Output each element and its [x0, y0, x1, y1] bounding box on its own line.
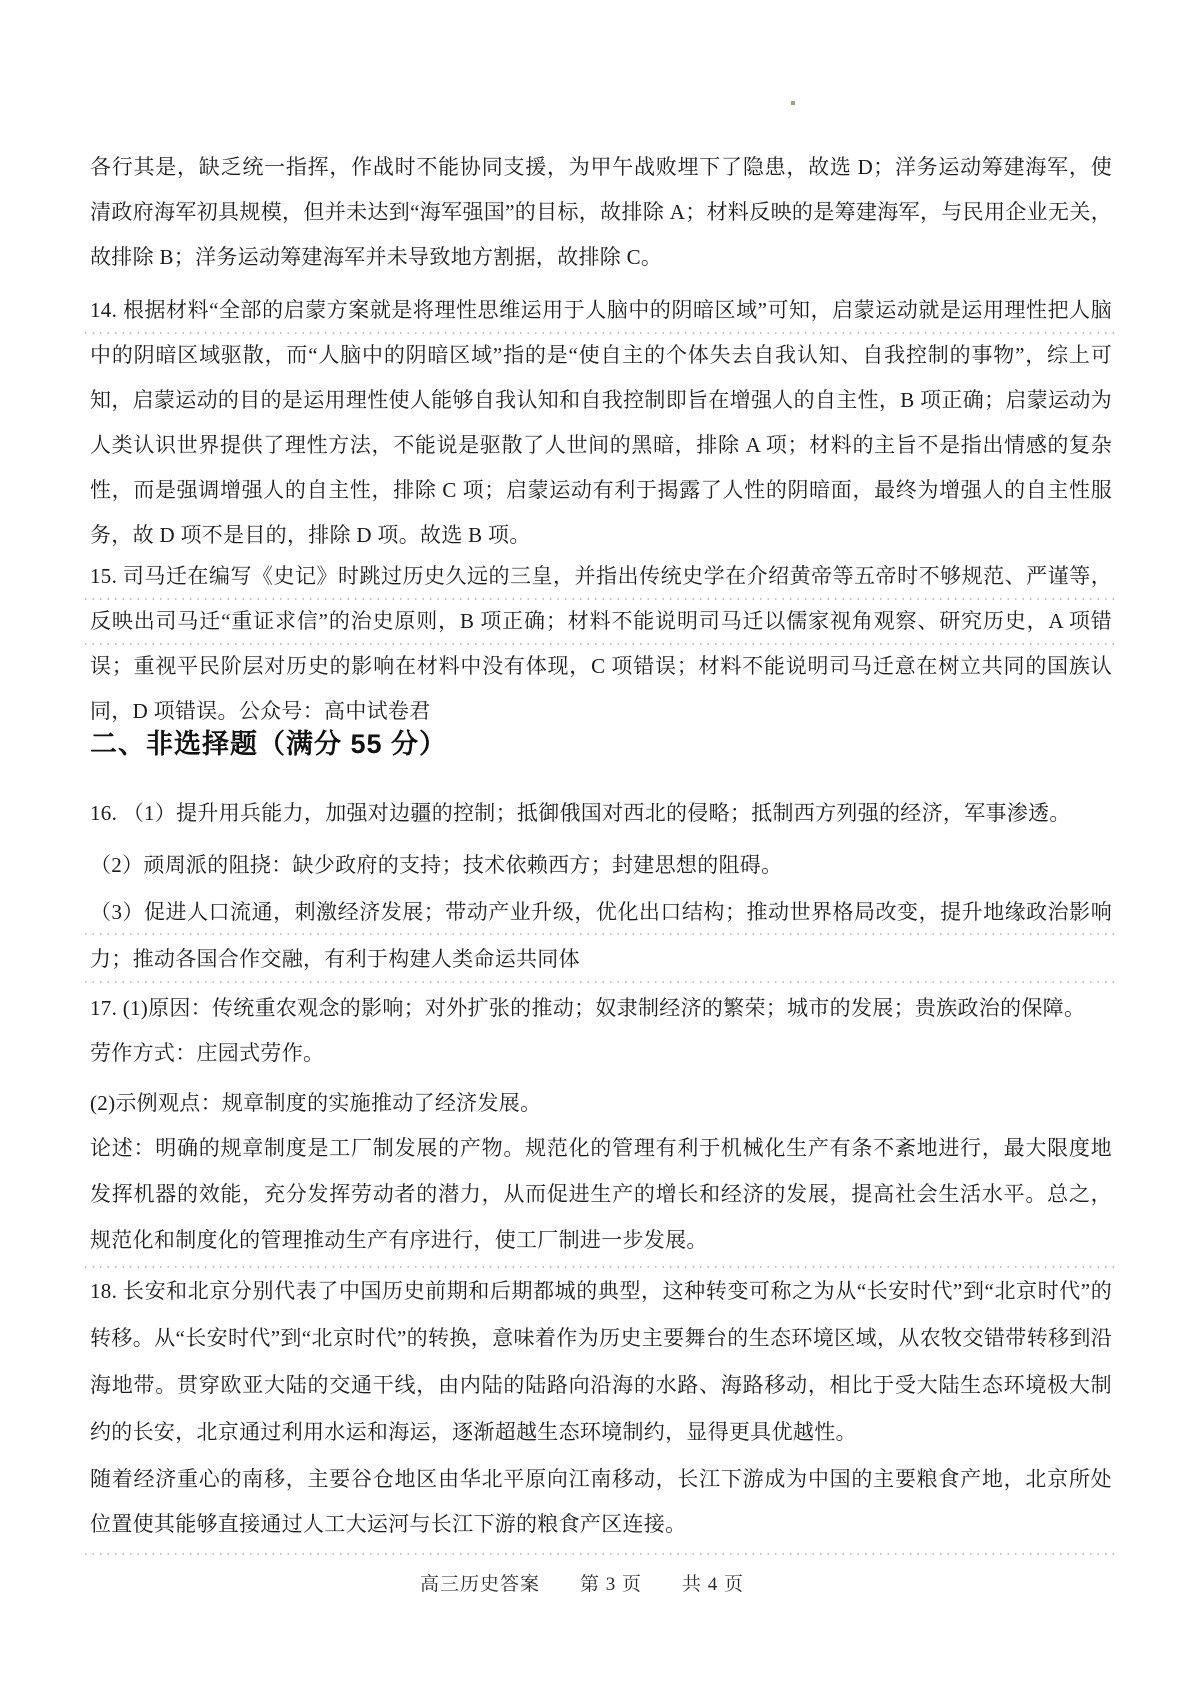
ruled-dotted-line — [85, 332, 1115, 334]
footer-total-pages: 共 4 页 — [682, 1574, 745, 1595]
answer-q17-labor-mode: 劳作方式：庄园式劳作。 — [90, 1041, 325, 1065]
scan-artifact-dot — [791, 101, 795, 105]
answer-q16-part2: （2）顽周派的阻挠：缺少政府的支持；技术依赖西方；封建思想的阻碍。 — [90, 853, 783, 877]
answer-q17-part1: 17. (1)原因：传统重农观念的影响；对外扩张的推动；奴隶制经济的繁荣；城市的发展；贵族政治的保障。 — [90, 996, 1086, 1020]
page-footer — [420, 1572, 744, 1598]
answer-q18-paragraph-1: 18. 长安和北京分别代表了中国历史前期和后期都城的典型，这种转变可称之为从“长安时代”到“北京时代”的转移。从“长安时代”到“北京时代”的转换，意味着作为历史主要舞台的生态环境区域，从农牧交错带转移到沿海地带。贯穿欧亚大陆的交通干线，由内陆的陆路向沿海的水路、海路移动，相比于受大陆生态环境极大制约的长安，北京通过利用水运和海运，逐渐超越生态环境制约，显得更具优越性。 — [90, 1279, 1112, 1444]
answer-q17-part2: (2)示例观点：规章制度的实施推动了经济发展。 — [90, 1091, 542, 1115]
answer-explanation-q14: 14. 根据材料“全部的启蒙方案就是将理性思维运用于人脑中的阴暗区域”可知，启蒙运动就是运用理性把人脑中的阴暗区域驱散，而“人脑中的阴暗区域”指的是“使自主的个体失去自我认知、自我控制的事物”，综上可知，启蒙运动的目的是运用理性使人能够自我认知和自我控制即旨在增强人的自主性，B 项正确；启蒙运动为人类认识世界提供了理性方法，不能说是驱散了人世间的黑暗，排除 A 项；材料的主旨不是指出情感的复杂性，而是强调增强人的自主性，排除 C 项；启蒙运动有利于揭露了人性的阴暗面，最终为增强人的自主性服务，故 D 项不是目的，排除 D 项。故选 B 项。 — [90, 298, 1112, 547]
ruled-dotted-line — [85, 1553, 1115, 1555]
footer-page-number: 第 3 页 — [580, 1574, 643, 1595]
answer-q16-part3: （3）促进人口流通，刺激经济发展；带动产业升级，优化出口结构；推动世界格局改变，提升地缘政治影响力；推动各国合作交融，有利于构建人类命运共同体 — [90, 900, 1112, 971]
ruled-dotted-line — [85, 643, 1115, 645]
answer-explanation-q13: 各行其是，缺乏统一指挥，作战时不能协同支援，为甲午战败埋下了隐患，故选 D；洋务运动筹建海军，使清政府海军初具规模，但并未达到“海军强国”的目标，故排除 A；材料反映的是筹建海军，与民用企业无关，故排除 B；洋务运动筹建海军并未导致地方割据，故排除 C。 — [90, 155, 1112, 269]
answer-q16-part1: 16. （1）提升用兵能力，加强对边疆的控制；抵御俄国对西北的侵略；抵制西方列强的经济，军事渗透。 — [90, 801, 1071, 825]
ruled-dotted-line — [85, 981, 1115, 983]
ruled-dotted-line — [85, 933, 1115, 935]
answer-q17-discussion: 论述：明确的规章制度是工厂制发展的产物。规范化的管理有利于机械化生产有条不紊地进行，最大限度地发挥机器的效能，充分发挥劳动者的潜力，从而促进生产的增长和经济的发展，提高社会生活水平。总之，规范化和制度化的管理推动生产有序进行，使工厂制进一步发展。 — [90, 1136, 1112, 1252]
answer-q18-paragraph-2: 随着经济重心的南移，主要谷仓地区由华北平原向江南移动，长江下游成为中国的主要粮食产地，北京所处位置使其能够直接通过人工大运河与长江下游的粮食产区连接。 — [90, 1467, 1112, 1536]
section-heading-non-choice: 二、非选择题（满分 55 分） — [90, 729, 448, 759]
ruled-dotted-line — [85, 1266, 1115, 1268]
footer-doc-title: 高三历史答案 — [420, 1574, 541, 1595]
ruled-dotted-line — [85, 598, 1115, 600]
answer-explanation-q15: 15. 司马迁在编写《史记》时跳过历史久远的三皇，并指出传统史学在介绍黄帝等五帝时不够规范、严谨等，反映出司马迁“重证求信”的治史原则，B 项正确；材料不能说明司马迁以儒家视角观察、研究历史，A 项错误；重视平民阶层对历史的影响在材料中没有体现，C 项错误；材料不能说明司马迁意在树立共同的国族认同，D 项错误。公众号：高中试卷君 — [90, 564, 1112, 723]
